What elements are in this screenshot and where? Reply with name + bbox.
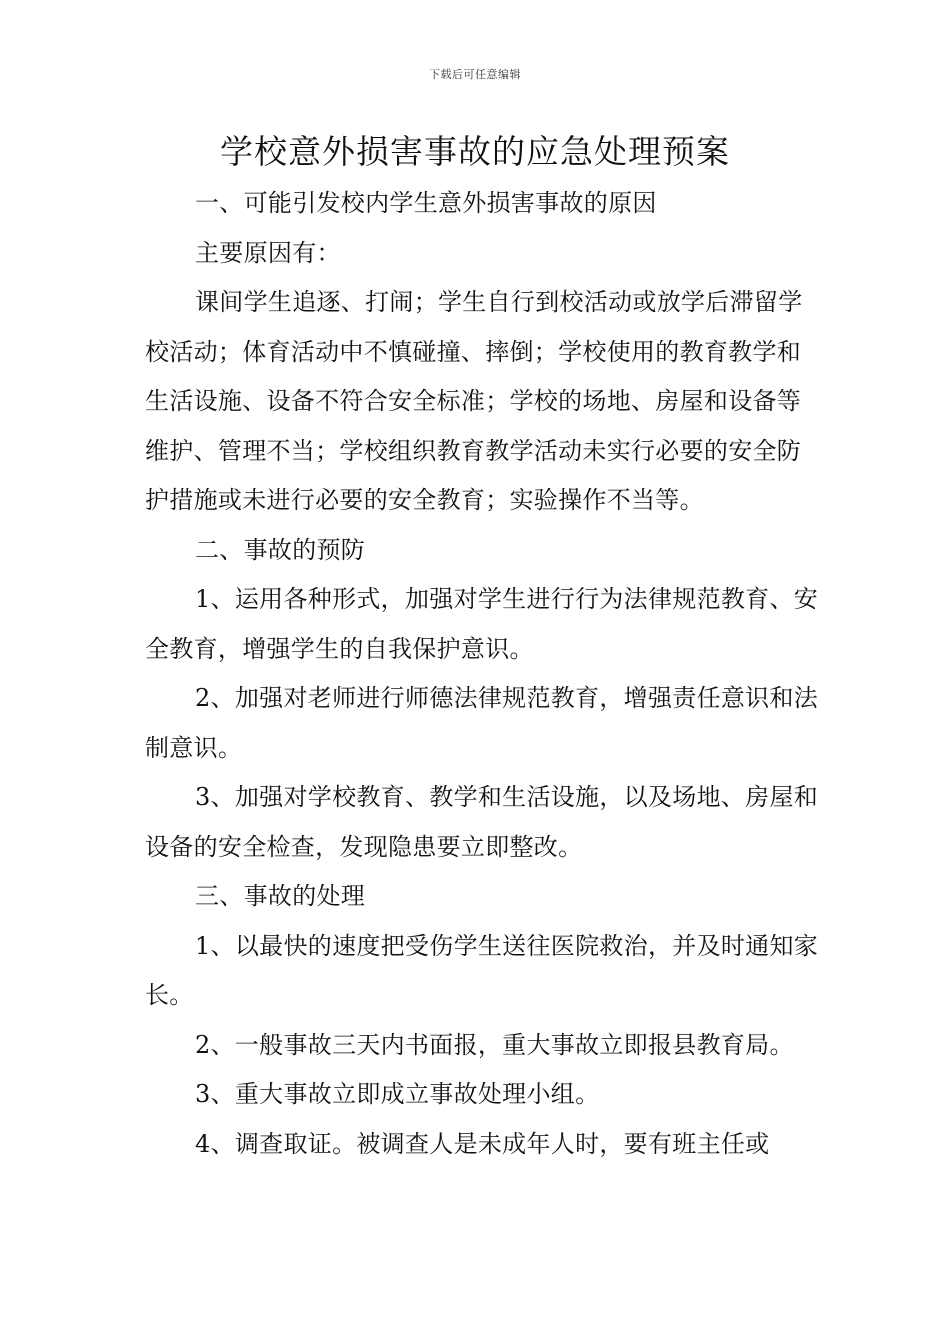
document-title: 学校意外损害事故的应急处理预案 bbox=[220, 132, 730, 171]
paragraph-handling-4: 4、调查取证。被调查人是未成年人时，要有班主任或 bbox=[195, 1129, 770, 1158]
document-body bbox=[145, 179, 825, 1169]
section-heading-prevention: 二、事故的预防 bbox=[195, 535, 366, 564]
paragraph-causes-detail: 课间学生追逐、打闹；学生自行到校活动或放学后滞留学校活动；体育活动中不慎碰撞、摔倒；学校使用的教育教学和生活设施、设备不符合安全标准；学校的场地、房屋和设备等维护、管理不当；学校组织教育教学活动未实行必要的安全防护措施或未进行必要的安全教育；实验操作不当等。 bbox=[145, 288, 803, 514]
paragraph-main-causes-label: 主要原因有： bbox=[195, 238, 341, 267]
paragraph-prevention-3: 3、加强对学校教育、教学和生活设施，以及场地、房屋和设备的安全检查，发现隐患要立即整改。 bbox=[145, 783, 819, 861]
paragraph-handling-2: 2、一般事故三天内书面报，重大事故立即报县教育局。 bbox=[195, 1030, 794, 1059]
section-heading-handling: 三、事故的处理 bbox=[195, 882, 366, 910]
section-heading-causes: 一、可能引发校内学生意外损害事故的原因 bbox=[195, 189, 657, 217]
header-note: 下载后可任意编辑 bbox=[429, 68, 521, 81]
paragraph-handling-3: 3、重大事故立即成立事故处理小组。 bbox=[195, 1080, 600, 1108]
paragraph-prevention-2: 2、加强对老师进行师德法律规范教育，增强责任意识和法制意识。 bbox=[145, 684, 819, 762]
paragraph-handling-1: 1、以最快的速度把受伤学生送往医院救治，并及时通知家长。 bbox=[145, 931, 819, 1009]
paragraph-prevention-1: 1、运用各种形式，加强对学生进行行为法律规范教育、安全教育，增强学生的自我保护意识。 bbox=[145, 585, 819, 663]
